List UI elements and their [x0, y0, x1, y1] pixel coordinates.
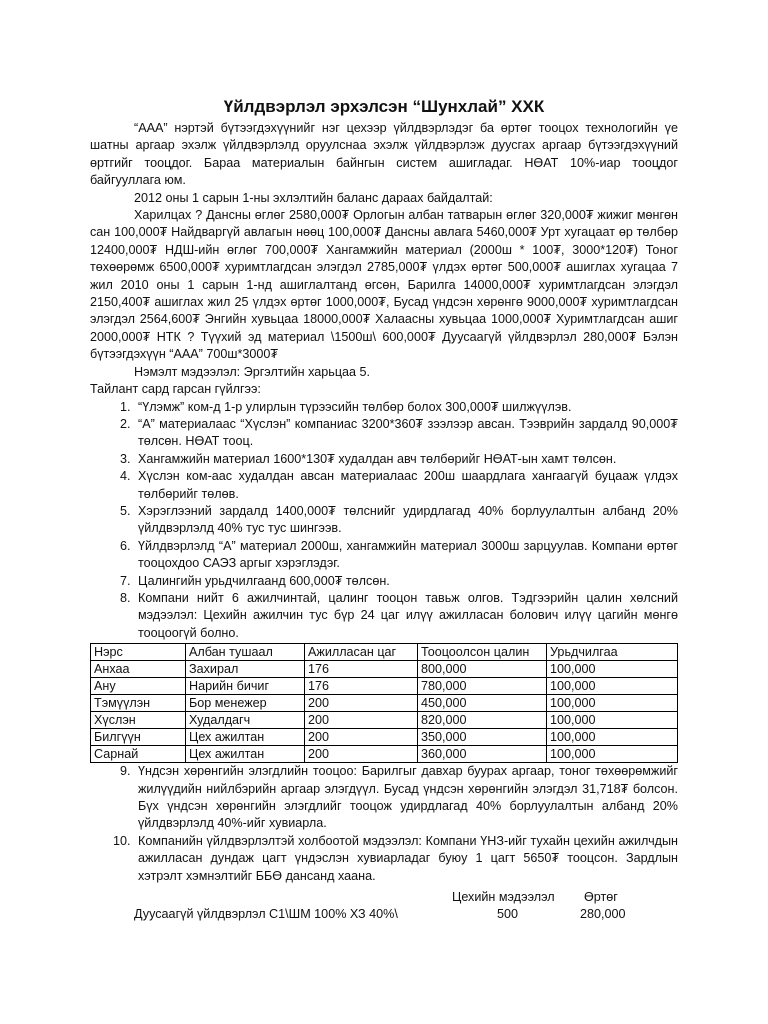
column-header: Тооцоолсон цалин — [418, 644, 547, 661]
transaction-item: 9. Үндсэн хөрөнгийн элэгдлийн тооцоо: Барилгыг давхар буурах аргаар, тоног төхөөрөмжийг жилүүдийн нийлбэрийн аргаар элэгдүүл. Бусад үндсэн хөрөнгийн элэгдэл 31,718₮ болсон. Бүх үндсэн хөрөнгийн элэгдлийг тооцож удирдлагад 40% борлуулалтын албанд 20% үйлдвэрлэлд 40%-ийг хувиарла. — [134, 763, 678, 833]
table-cell: 200 — [305, 712, 418, 729]
table-cell: Тэмүүлэн — [91, 695, 186, 712]
transaction-item: 3. Хангамжийн материал 1600*130₮ худалдан авч төлбөрийг НӨАТ-ын хамт төлсөн. — [134, 451, 678, 468]
transaction-item: 1. “Үлэмж” ком-д 1-р улирлын түрээсийн төлбөр болох 300,000₮ шилжүүлэв. — [134, 399, 678, 416]
table-row — [91, 695, 678, 712]
table-cell: Бор менежер — [186, 695, 305, 712]
table-cell: 820,000 — [418, 712, 547, 729]
table-row — [91, 712, 678, 729]
table-cell: 100,000 — [547, 661, 678, 678]
transactions-heading: Тайлант сард гарсан гүйлгээ: — [90, 382, 261, 397]
table-cell: 176 — [305, 661, 418, 678]
table-cell: Цех ажилтан — [186, 729, 305, 746]
table-cell: 350,000 — [418, 729, 547, 746]
table-row — [91, 661, 678, 678]
table-cell: Билгүүн — [91, 729, 186, 746]
table-header-row — [91, 644, 678, 661]
balance-heading: 2012 оны 1 сарын 1-ны эхлэлтийн баланс дараах байдалтай: — [134, 190, 493, 205]
info-column-header: Цехийн мэдээлэл — [452, 890, 555, 905]
table-cell: 100,000 — [547, 678, 678, 695]
table-cell: Захирал — [186, 661, 305, 678]
info-column-header: Өртөг — [584, 890, 618, 905]
table-row — [91, 746, 678, 763]
column-header: Албан тушаал — [186, 644, 305, 661]
additional-info: Нэмэлт мэдээлэл: Эргэлтийн харьцаа 5. — [134, 364, 371, 379]
transaction-item: 10. Компанийн үйлдвэрлэлтэй холбоотой мэдээлэл: Компани ҮНЗ-ийг тухайн цехийн ажилчдын ажилласан дундаж цагт үндэслэн хувиарладаг буюу 1 цагт 5650₮ тооцсон. Зардлын хэтрэлт хэмнэлтийг ББӨ дансанд хаана. — [134, 833, 678, 885]
transaction-item: 6. Үйлдвэрлэлд “А” материал 2000ш, хангамжийн материал 3000ш зарцуулав. Компани өртөг тооцохдоо САЭЗ аргыг хэрэглэдэг. — [134, 538, 678, 573]
table-cell: 450,000 — [418, 695, 547, 712]
document-title: Үйлдвэрлэл эрхэлсэн “Шунхлай” ХХК — [223, 97, 545, 116]
transaction-item: 7. Цалингийн урьдчилгаанд 600,000₮ төлсөн. — [134, 573, 678, 590]
table-cell: Хүслэн — [91, 712, 186, 729]
table-cell: 800,000 — [418, 661, 547, 678]
balance-paragraph: Харилцах ? Дансны өглөг 2580,000₮ Орлогын албан татварын өглөг 320,000₮ жижиг мөнгөн сан 100,000₮ Найдваргүй авлагын нөөц 100,000₮ Дансны авлага 5460,000₮ Урт хугацаат өр төлбөр 12400,000₮ НДШ-ийн өглөг 700,000₮ Хангамжийн материал (2000ш * 100₮, 3000*120₮) Тоног төхөөрөмж 6500,000₮ хуримтлагдсан элэгдэл 2785,000₮ үлдэх өртөг 500,000₮ ашиглах хугацаа 7 жил 2010 оны 1 сарын 1-нд ашиглалтанд өгсөн, Барилга 14000,000₮ хуримтлагдсан элэгдэл 2150,400₮ ашиглах жил 25 үлдэх өртөг 1000,000₮, Бусад үндсэн хөрөнгө 9000,000₮ хуримтлагдсан элэгдэл 2564,600₮ Энгийн хувьцаа 18000,000₮ Халаасны хувьцаа 1000,000₮ Хуримтлагдсан ашиг 2000,000₮ НТК ? Түүхий эд материал \1500ш\ 600,000₮ Дуусаагүй үйлдвэрлэл 280,000₮ Бэлэн бүтээгдэхүүн “ААА” 700ш*3000₮ — [90, 208, 678, 362]
transaction-item: 2. “А” материалаас “Хүслэн” компаниас 3200*360₮ зээлээр авсан. Тээврийн зардалд 90,000₮ төлсөн. НӨАТ тооц. — [134, 416, 678, 451]
table-cell: Цех ажилтан — [186, 746, 305, 763]
table-cell: 360,000 — [418, 746, 547, 763]
table-cell: 200 — [305, 695, 418, 712]
table-cell: Худалдагч — [186, 712, 305, 729]
info-row-cost: 280,000 — [580, 907, 626, 922]
table-cell: 100,000 — [547, 695, 678, 712]
transaction-item: 5. Хэрэглээний зардалд 1400,000₮ төлснийг удирдлагад 40% борлуулалтын албанд 20% үйлдвэрлэлд 40% тус тус шингээв. — [134, 503, 678, 538]
table-cell: 200 — [305, 746, 418, 763]
transaction-item: 8. Компани нийт 6 ажилчинтай, цалинг тооцон тавьж олгов. Тэдгээрийн цалин хөлсний мэдээлэл: Цехийн ажилчин тус бүр 24 цаг илүү ажилласан болович илүү цагийн мөнгө тооцоогүй болно. — [134, 590, 678, 642]
table-cell: Анхаа — [91, 661, 186, 678]
table-row — [91, 678, 678, 695]
document-page — [90, 96, 678, 924]
info-table-row — [90, 906, 678, 923]
column-header: Урьдчилгаа — [547, 644, 678, 661]
table-cell: 780,000 — [418, 678, 547, 695]
transactions-list — [90, 399, 678, 643]
staff-table — [90, 643, 678, 763]
column-header: Ажилласан цаг — [305, 644, 418, 661]
column-header: Нэрс — [91, 644, 186, 661]
table-cell: 100,000 — [547, 712, 678, 729]
table-cell: Сарнай — [91, 746, 186, 763]
info-row-value: 500 — [496, 907, 518, 922]
table-cell: 100,000 — [547, 729, 678, 746]
intro-paragraph: “ААА” нэртэй бүтээгдэхүүнийг нэг цехээр үйлдвэрлэдэг ба өртөг тооцох технологийн үе шатны аргаар эхэлж үйлдвэрлэлд оруулснаа эхэлж үйлдвэрлэж дуусгах аргаар бүтээгдэхүүний өртгийг тооцдог. Бараа материалын байнгын систем ашигладаг. НӨАТ 10%-иар тооцдог байгууллага юм. — [90, 121, 678, 188]
transaction-item: 4. Хүслэн ком-аас худалдан авсан материалаас 200ш шаардлага хангаагүй буцааж үлдэх төлбөрийг төлөв. — [134, 468, 678, 503]
info-row-label: Дуусаагүй үйлдвэрлэл С1\ШМ 100% ХЗ 40%\ — [134, 907, 398, 922]
table-cell: Нарийн бичиг — [186, 678, 305, 695]
table-cell: Ану — [91, 678, 186, 695]
transactions-list-continued — [90, 763, 678, 885]
table-cell: 176 — [305, 678, 418, 695]
info-table-header — [90, 889, 678, 906]
table-cell: 100,000 — [547, 746, 678, 763]
table-row — [91, 729, 678, 746]
table-cell: 200 — [305, 729, 418, 746]
